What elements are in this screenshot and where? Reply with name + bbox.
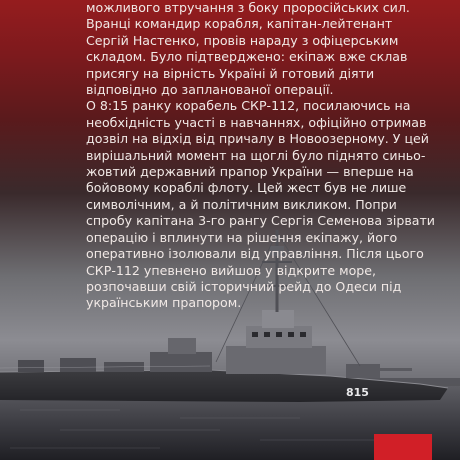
hull-number: 815 <box>346 386 369 399</box>
red-accent-block <box>374 434 432 460</box>
paragraph-1: можливого втручання з боку проросійських сил. Вранці командир корабля, капітан-лейтенант Сергій Настенко, провів нараду з офіцерським складом. Було підтверджено: екіпаж вже склав присягу на вірність Україні й готовий діяти відповідно до запланованої операції. <box>86 0 410 98</box>
article-text <box>86 0 436 312</box>
paragraph-2: О 8:15 ранку корабель СКР-112, посилаючись на необхідність участі в навчаннях, офіційно отримав дозвіл на відхід від причалу в Новоозерному. У цей вирішальний момент на щоглі було піднято синьо-жовтий державний прапор України — вперше на бойовому кораблі флоту. Цей жест був не лише символічним, а й політичним викликом. Попри спробу капітана 3-го рангу Сергія Семенова зірвати операцію і вплинути на рішення екіпажу, його оперативно ізолювали від управління. Після цього СКР-112 упевнено вийшов у відкрите море, розпочавши свій історичний рейд до Одеси під українським прапором. <box>86 98 435 311</box>
